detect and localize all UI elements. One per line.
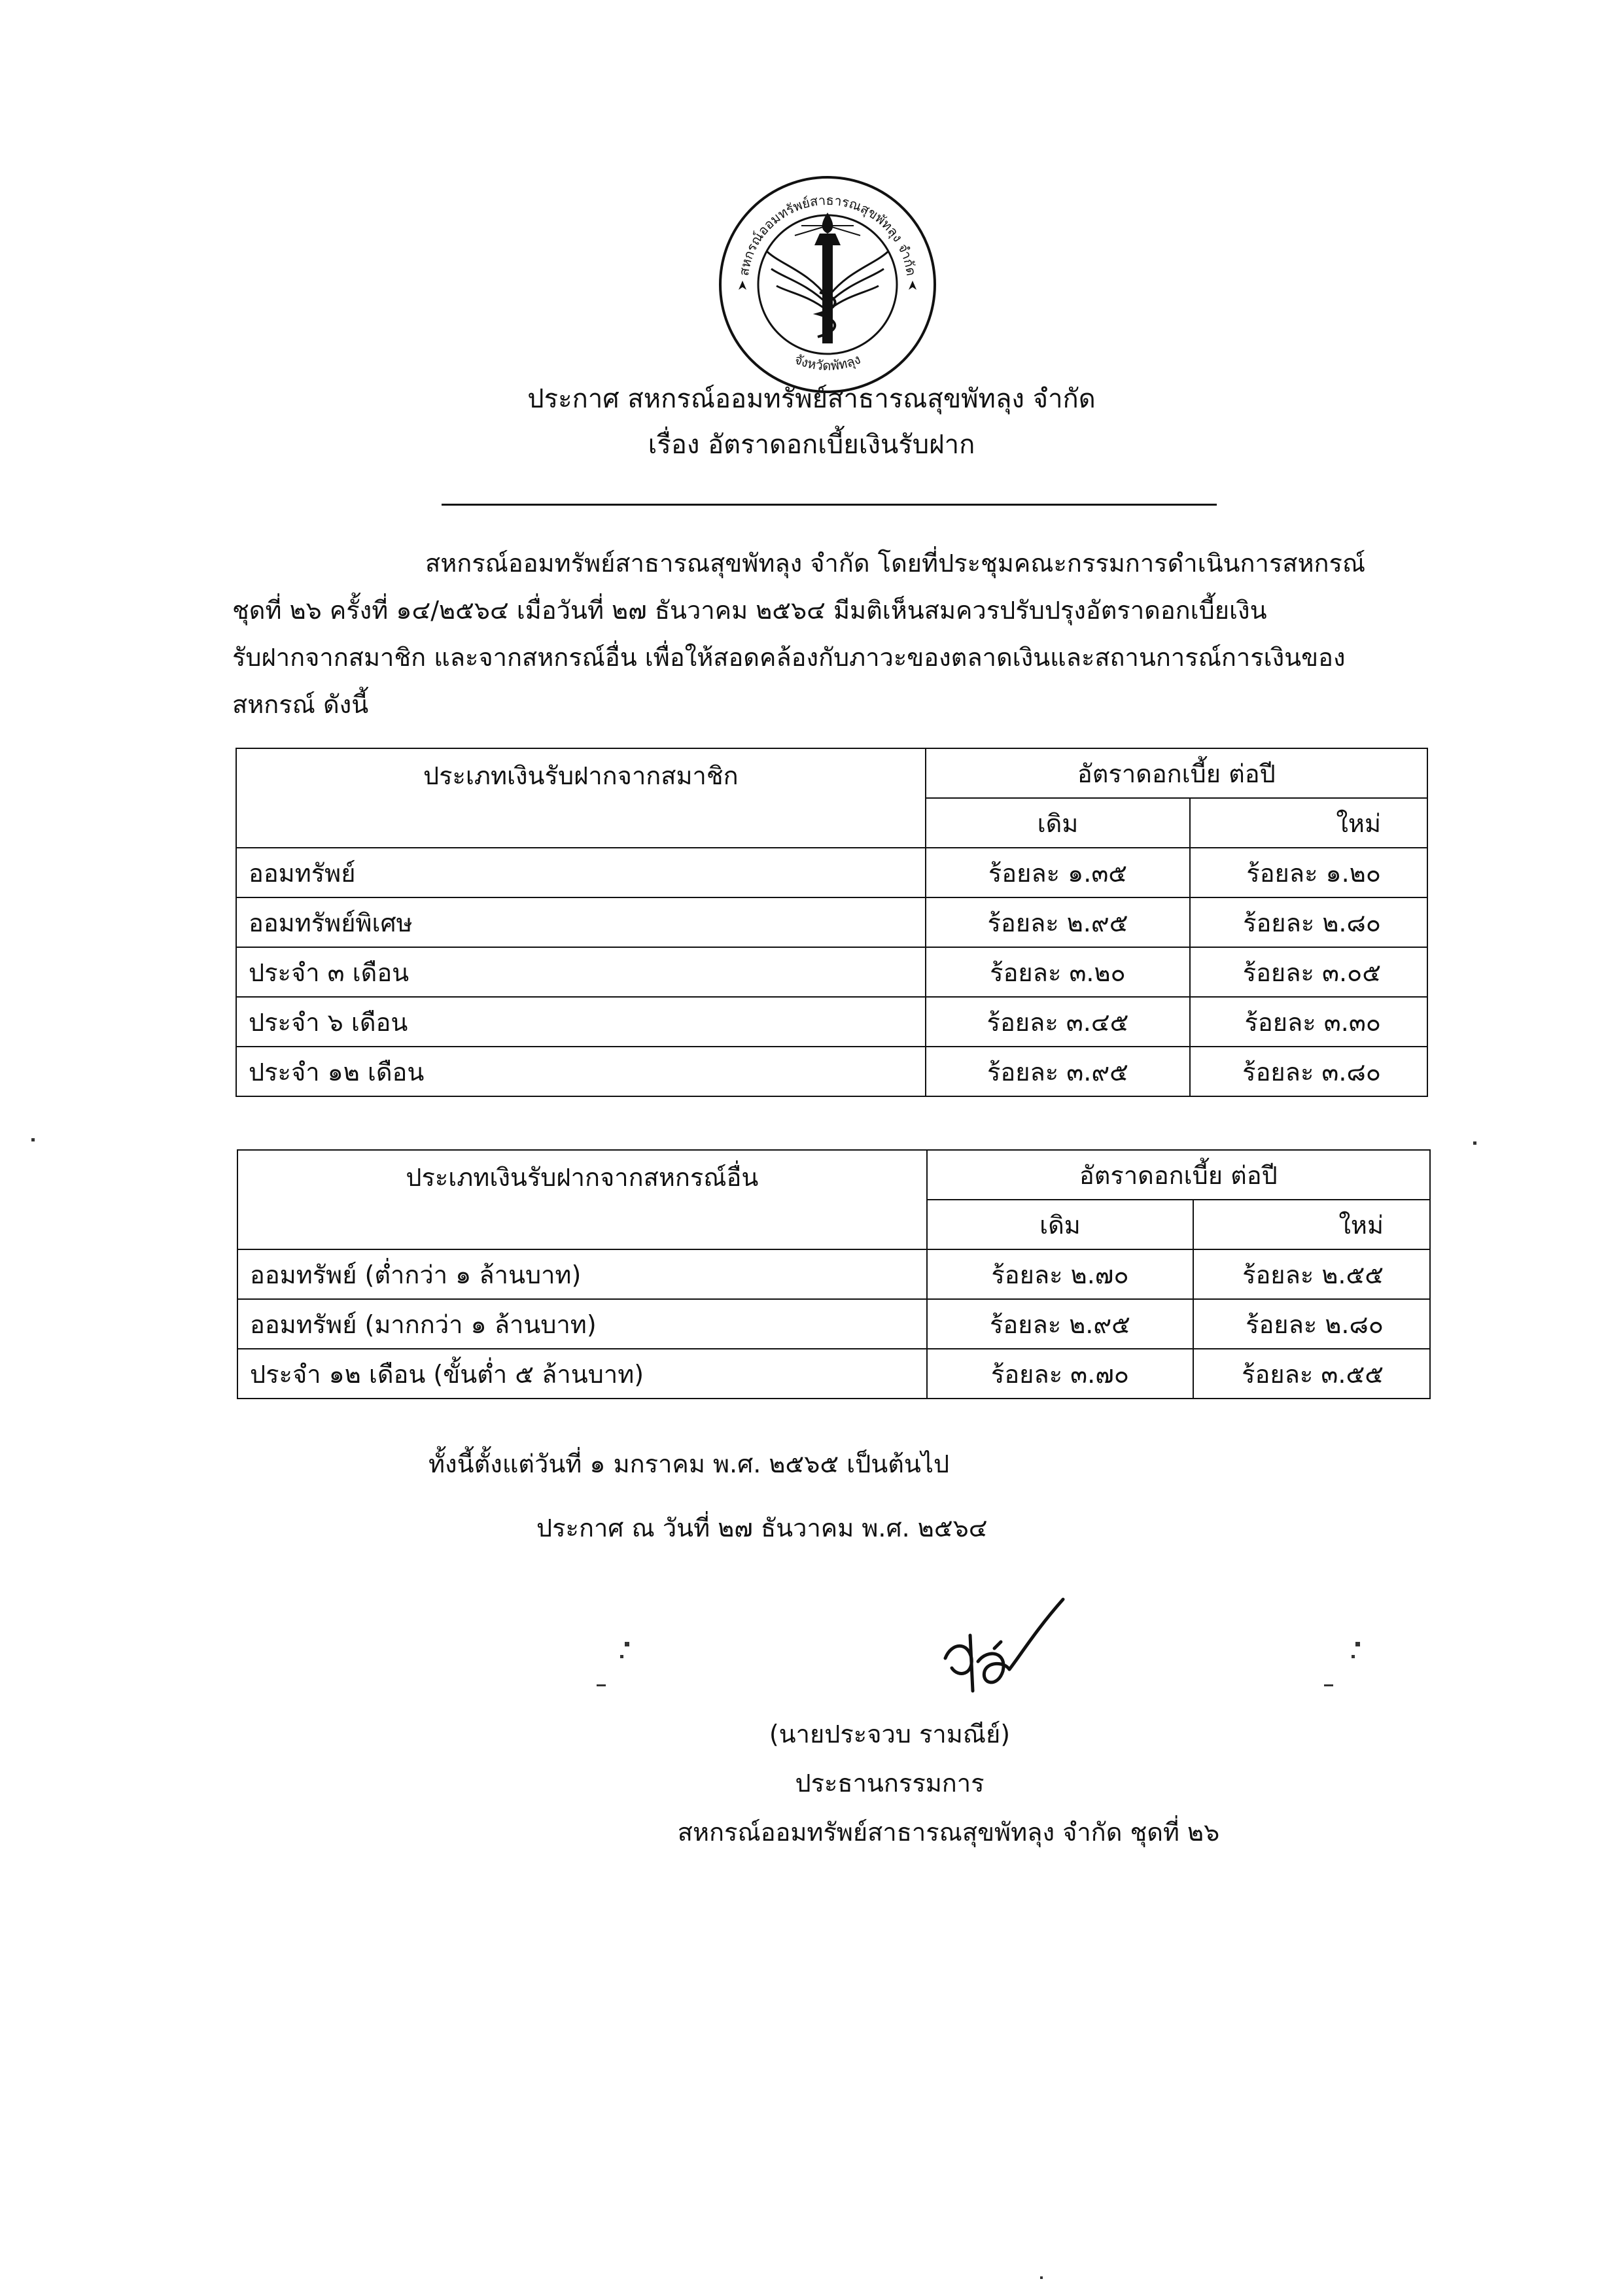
old-rate: ร้อยละ ๓.๙๕ [926, 1047, 1191, 1096]
new-rate: ร้อยละ ๒.๘๐ [1190, 897, 1427, 947]
title-divider [442, 504, 1217, 506]
new-rate: ร้อยละ ๑.๒๐ [1190, 848, 1427, 897]
scan-speck [620, 1655, 623, 1658]
scan-speck [31, 1138, 35, 1141]
table-row [236, 997, 1427, 1047]
announcement-date-text: ประกาศ ณ วันที่ ๒๗ ธันวาคม พ.ศ. ๒๕๖๔ [536, 1514, 988, 1542]
scan-speck [1040, 2276, 1043, 2279]
old-rate: ร้อยละ ๒.๙๕ [927, 1299, 1194, 1349]
body-line-3: รับฝากจากสมาชิก และจากสหกรณ์อื่น เพื่อให้สอดคล้องกับภาวะของตลาดเงินและสถานการณ์การเงินของ [232, 643, 1346, 672]
table-row [237, 1299, 1430, 1349]
old-rate: ร้อยละ ๓.๒๐ [926, 947, 1191, 997]
new-rate: ร้อยละ ๓.๘๐ [1190, 1047, 1427, 1096]
header-new-rate: ใหม่ [1193, 1200, 1430, 1249]
signature [932, 1596, 1076, 1707]
new-rate: ร้อยละ ๒.๕๕ [1193, 1249, 1430, 1299]
effective-date-text: ทั้งนี้ตั้งแต่วันที่ ๑ มกราคม พ.ศ. ๒๕๖๕ เป็นต้นไป [428, 1450, 950, 1478]
seal-ring-text-bottom: จังหวัดพัทลุง [792, 351, 863, 374]
deposit-type: ประจำ ๑๒ เดือน [236, 1047, 926, 1096]
scan-speck [1473, 1141, 1476, 1145]
deposit-type: ประจำ ๑๒ เดือน (ขั้นต่ำ ๕ ล้านบาท) [237, 1349, 927, 1399]
table-row [236, 848, 1427, 897]
header-deposit-type: ประเภทเงินรับฝากจากสมาชิก [236, 748, 926, 848]
table-row [237, 1249, 1430, 1299]
table-row [236, 897, 1427, 947]
table-row [236, 947, 1427, 997]
announcement-subject: เรื่อง อัตราดอกเบี้ยเงินรับฝาก [648, 430, 975, 460]
new-rate: ร้อยละ ๓.๐๕ [1190, 947, 1427, 997]
signer-organization: สหกรณ์ออมทรัพย์สาธารณสุขพัทลุง จำกัด ชุดที่ ๒๖ [677, 1818, 1220, 1847]
header-deposit-type: ประเภทเงินรับฝากจากสหกรณ์อื่น [237, 1150, 927, 1249]
old-rate: ร้อยละ ๓.๔๕ [926, 997, 1191, 1047]
cooperative-deposit-rates-table [237, 1149, 1431, 1399]
header-new-rate: ใหม่ [1190, 798, 1427, 848]
deposit-type: ประจำ ๓ เดือน [236, 947, 926, 997]
seal-ring-text-top: สหกรณ์ออมทรัพย์สาธารณสุขพัทลุง จำกัด [735, 192, 920, 277]
deposit-type: ออมทรัพย์ [236, 848, 926, 897]
old-rate: ร้อยละ ๑.๓๕ [926, 848, 1191, 897]
new-rate: ร้อยละ ๓.๓๐ [1190, 997, 1427, 1047]
scan-speck [1324, 1684, 1333, 1686]
deposit-type: ออมทรัพย์ (มากกว่า ๑ ล้านบาท) [237, 1299, 927, 1349]
scan-speck [625, 1642, 629, 1646]
new-rate: ร้อยละ ๓.๕๕ [1193, 1349, 1430, 1399]
scan-speck [597, 1684, 606, 1686]
body-line-4: สหกรณ์ ดังนี้ [232, 690, 369, 719]
scan-speck [1355, 1642, 1360, 1646]
new-rate: ร้อยละ ๒.๘๐ [1193, 1299, 1430, 1349]
deposit-type: ออมทรัพย์พิเศษ [236, 897, 926, 947]
deposit-type: ประจำ ๖ เดือน [236, 997, 926, 1047]
header-interest-rate: อัตราดอกเบี้ย ต่อปี [926, 748, 1427, 798]
signer-position: ประธานกรรมการ [795, 1769, 985, 1798]
header-old-rate: เดิม [927, 1200, 1194, 1249]
body-line-2: ชุดที่ ๒๖ ครั้งที่ ๑๔/๒๕๖๔ เมื่อวันที่ ๒๗ ธันวาคม ๒๕๖๔ มีมติเห็นสมควรปรับปรุงอัตราดอกเบี้ยเงิน [232, 596, 1267, 625]
signer-name: (นายประจวบ รามณีย์) [769, 1720, 1011, 1748]
body-line-1: สหกรณ์ออมทรัพย์สาธารณสุขพัทลุง จำกัด โดยที่ประชุมคณะกรรมการดำเนินการสหกรณ์ [425, 549, 1366, 578]
announcement-title: ประกาศ สหกรณ์ออมทรัพย์สาธารณสุขพัทลุง จำกัด [527, 384, 1096, 414]
table-row [236, 1047, 1427, 1096]
table-row [237, 1349, 1430, 1399]
old-rate: ร้อยละ ๒.๙๕ [926, 897, 1191, 947]
member-deposit-rates-table [236, 748, 1428, 1097]
cooperative-seal [716, 173, 939, 396]
old-rate: ร้อยละ ๒.๗๐ [927, 1249, 1194, 1299]
old-rate: ร้อยละ ๓.๗๐ [927, 1349, 1194, 1399]
header-interest-rate: อัตราดอกเบี้ย ต่อปี [927, 1150, 1430, 1200]
scan-speck [1352, 1655, 1355, 1658]
deposit-type: ออมทรัพย์ (ต่ำกว่า ๑ ล้านบาท) [237, 1249, 927, 1299]
header-old-rate: เดิม [926, 798, 1191, 848]
